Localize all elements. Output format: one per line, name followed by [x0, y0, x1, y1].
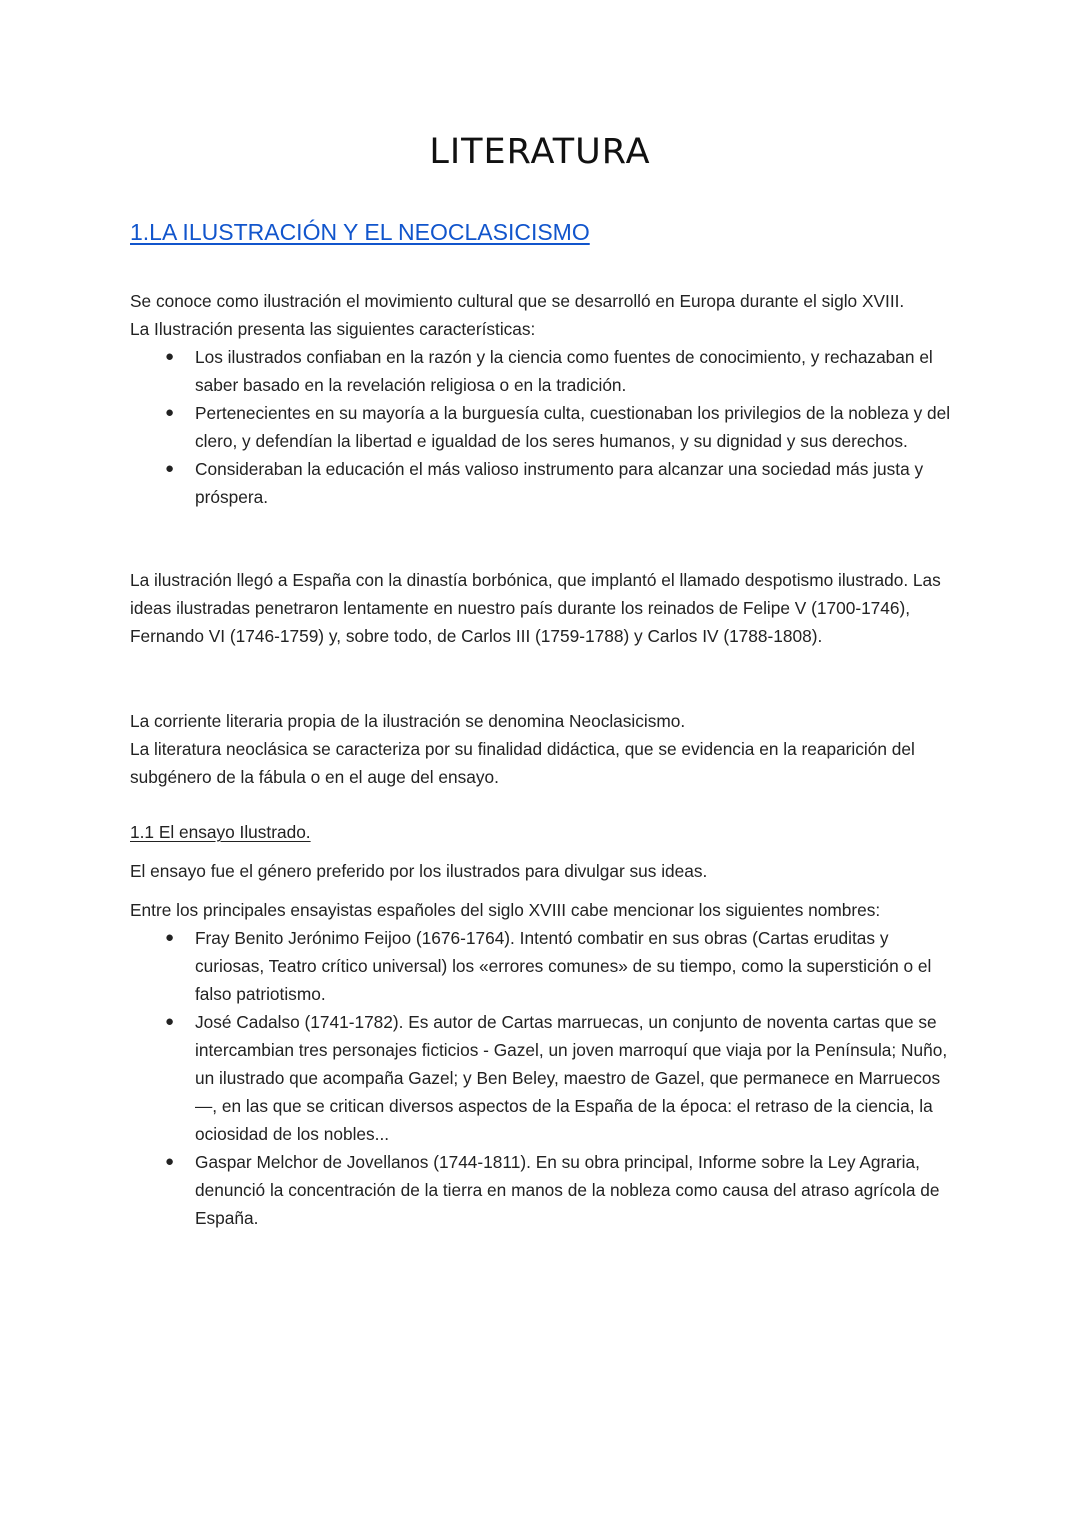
essayists-block: [130, 896, 955, 1232]
intro-line-1: Se conoce como ilustración el movimiento cultural que se desarrolló en Europa durante el siglo XVIII.: [130, 291, 905, 311]
neoclassicism-block: [130, 707, 955, 791]
list-item: [130, 1148, 955, 1232]
list-item: [130, 343, 955, 399]
characteristics-list: [130, 343, 955, 511]
neoclassicism-line-1: La corriente literaria propia de la ilustración se denomina Neoclasicismo.: [130, 711, 686, 731]
essayists-list: [130, 924, 955, 1232]
neoclassicism-line-2: La literatura neoclásica se caracteriza por su finalidad didáctica, que se evidencia en la reaparición del subgénero de la fábula o en el auge del ensayo.: [130, 739, 915, 787]
section-heading-ilustracion[interactable]: 1.LA ILUSTRACIÓN Y EL NEOCLASICISMO: [130, 219, 590, 245]
spain-paragraph: La ilustración llegó a España con la dinastía borbónica, que implantó el llamado despotismo ilustrado. Las ideas ilustradas penetraron lentamente en nuestro país durante los reinados de Felipe V (1700-1746), Fernando VI (1746-1759) y, sobre todo, de Carlos III (1759-1788) y Carlos IV (1788-1808).: [130, 570, 941, 646]
list-item-text: Consideraban la educación el más valioso instrumento para alcanzar una sociedad más justa y próspera.: [195, 459, 924, 507]
list-item: [130, 399, 955, 455]
bullet-icon: ●: [165, 460, 175, 477]
list-item: [130, 924, 955, 1008]
bullet-icon: ●: [165, 348, 175, 365]
subsection-heading-ensayo: [130, 818, 955, 846]
list-item-text: Fray Benito Jerónimo Feijoo (1676-1764). Intentó combatir en sus obras (Cartas eruditas y curiosas, Teatro crítico universal) los «errores comunes» de su tiempo, como la superstición o el falso patriotismo.: [195, 928, 932, 1004]
list-item-text: Gaspar Melchor de Jovellanos (1744-1811). En su obra principal, Informe sobre la Ley Agraria, denunció la concentración de la tierra en manos de la nobleza como causa del atraso agrícola de España.: [195, 1152, 940, 1228]
list-item: [130, 1008, 955, 1148]
intro-block: [130, 287, 955, 511]
subsection-title: 1.1 El ensayo Ilustrado.: [130, 822, 311, 842]
bullet-icon: ●: [165, 1013, 175, 1030]
intro-line-2: La Ilustración presenta las siguientes características:: [130, 319, 536, 339]
list-item-text: José Cadalso (1741-1782). Es autor de Cartas marruecas, un conjunto de noventa cartas que se intercambian tres personajes ficticios - Gazel, un joven marroquí que viaja por la Península; Nuño, un ilustrado que acompaña Gazel; y Ben Beley, maestro de Gazel, que permanece en Marruecos —, en las que se critican diversos aspectos de la España de la época: el retraso de la ciencia, la ociosidad de los nobles...: [195, 1012, 948, 1144]
document-title: LITERATURA: [429, 132, 651, 172]
list-item: [130, 455, 955, 511]
essayists-intro: Entre los principales ensayistas españoles del siglo XVIII cabe mencionar los siguientes nombres:: [130, 900, 881, 920]
bullet-icon: ●: [165, 404, 175, 421]
bullet-icon: ●: [165, 1153, 175, 1170]
bullet-icon: ●: [165, 929, 175, 946]
ensayo-intro: El ensayo fue el género preferido por los ilustrados para divulgar sus ideas.: [130, 861, 708, 881]
list-item-text: Los ilustrados confiaban en la razón y la ciencia como fuentes de conocimiento, y rechazaban el saber basado en la revelación religiosa o en la tradición.: [195, 347, 933, 395]
list-item-text: Pertenecientes en su mayoría a la burguesía culta, cuestionaban los privilegios de la nobleza y del clero, y defendían la libertad e igualdad de los seres humanos, y su dignidad y sus derechos.: [195, 403, 951, 451]
